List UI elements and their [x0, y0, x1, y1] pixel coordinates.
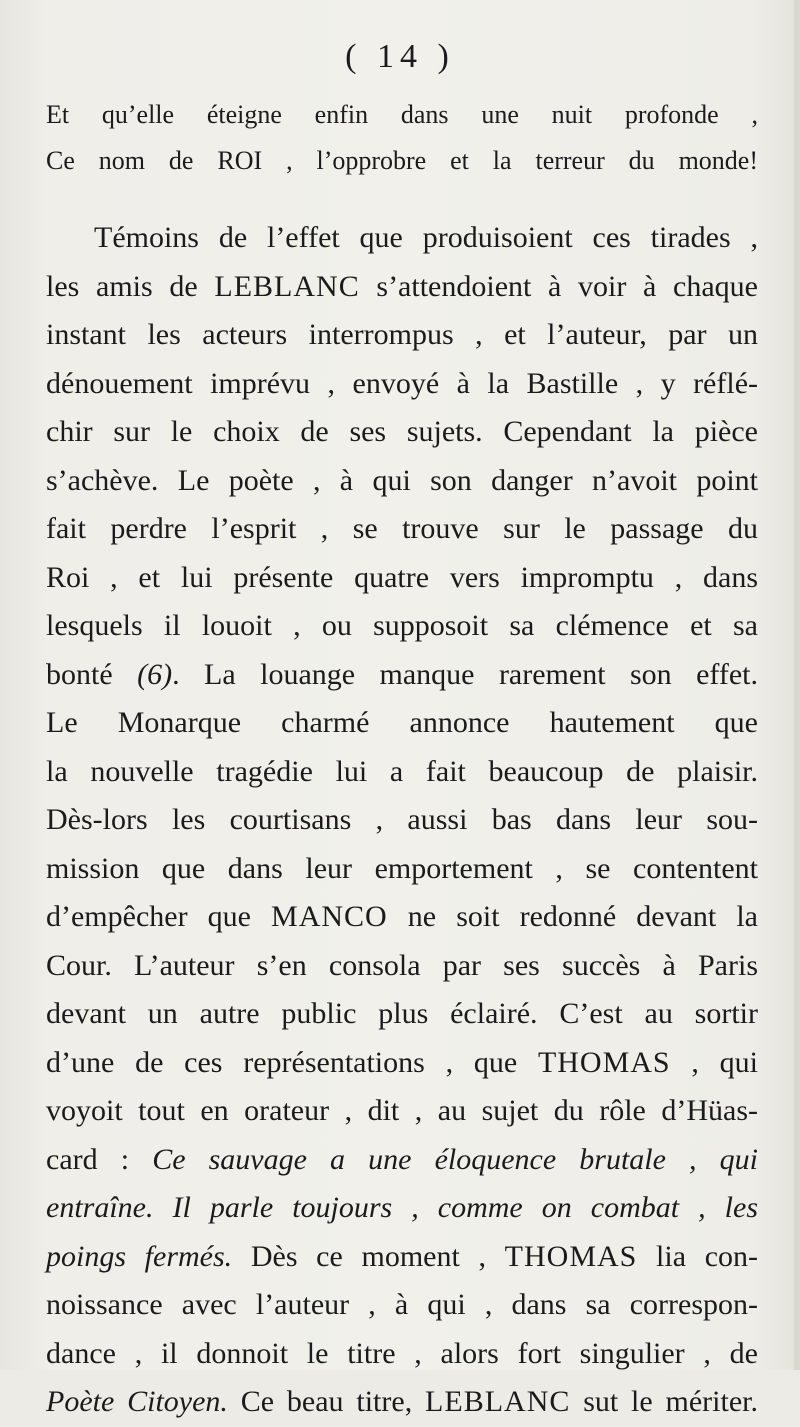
small-caps-run: LEBLANC	[425, 1385, 571, 1418]
text-line	[46, 311, 758, 360]
text-run: la nouvelle tragédie lui a fait beaucoup de plaisir.	[46, 754, 758, 788]
small-caps-run: THOMAS	[537, 1045, 671, 1079]
text-run: devant un autre public plus éclairé. C’est au sortir	[46, 997, 758, 1030]
text-line	[46, 893, 758, 942]
text-line	[46, 990, 758, 1039]
small-caps-run: THOMAS	[504, 1239, 638, 1273]
text-run: Cour. L’auteur s’en consola par ses succès à Paris	[46, 948, 758, 982]
small-caps-run: LEBLANC	[214, 269, 360, 303]
text-run: dénouement imprévu , envoyé à la Bastille , y réflé-	[46, 366, 758, 400]
text-line	[46, 748, 758, 797]
text-run: voyoit tout en orateur , dit , au sujet du rôle d’Hüas-	[46, 1094, 758, 1127]
text-run: card :	[46, 1142, 153, 1176]
text-line	[46, 360, 758, 409]
text-run: Ce beau titre,	[227, 1385, 426, 1418]
text-line	[46, 1039, 758, 1088]
small-caps-run: MANCO	[271, 900, 388, 933]
text-run: s’achève. Le poète , à qui son danger n’avoit point	[46, 463, 758, 497]
page-number: ( 14 )	[345, 38, 455, 75]
italic-run: (6)	[137, 657, 173, 691]
text-line	[46, 457, 758, 506]
text-run: . La louange manque rarement son effet.	[172, 657, 759, 691]
text-line	[46, 505, 758, 554]
text-run: fait perdre l’esprit , se trouve sur le passage du	[46, 512, 758, 545]
text-run: Dès-lors les courtisans , aussi bas dans leur sou-	[46, 803, 758, 836]
text-line	[46, 651, 758, 700]
italic-run: Ce sauvage a une éloquence brutale , qui	[152, 1142, 758, 1176]
text-run: d’une de ces représentations , que	[46, 1045, 538, 1079]
text-line	[46, 554, 758, 603]
text-run: d’empêcher que	[46, 900, 272, 933]
text-line	[46, 214, 758, 263]
text-line	[46, 1136, 758, 1185]
text-line	[46, 1087, 758, 1136]
text-run: Roi , et lui présente quatre vers impromptu , dans	[46, 560, 758, 594]
text-line	[46, 408, 758, 457]
text-run: lesquels il louoit , ou supposoit sa clémence et sa	[46, 609, 758, 642]
text-line	[46, 263, 758, 312]
text-run: les amis de	[46, 269, 215, 303]
verse-block	[46, 92, 758, 184]
italic-run: Poète Citoyen.	[46, 1385, 228, 1418]
text-run: mission que dans leur emportement , se contentent	[46, 851, 758, 885]
page-edge-shadow	[794, 0, 800, 1370]
text-line	[46, 1378, 758, 1427]
text-run: instant les acteurs interrompus , et l’auteur, par un	[46, 318, 758, 351]
text-line	[46, 1281, 758, 1330]
verse-line: Et qu’elle éteigne enfin dans une nuit profonde ,	[46, 100, 758, 129]
verse-line: Ce nom de ROI , l’opprobre et la terreur du monde!	[46, 146, 758, 175]
text-line	[46, 602, 758, 651]
text-run: Témoins de l’effet que produisoient ces tirades ,	[94, 221, 758, 254]
text-line	[46, 699, 758, 748]
text-run: lia con-	[637, 1239, 759, 1273]
text-line	[46, 796, 758, 845]
italic-run: entraîne. Il parle toujours , comme on combat , les	[46, 1191, 758, 1224]
text-run: chir sur le choix de ses sujets. Cependant la pièce	[46, 415, 758, 448]
text-run: Dès ce moment ,	[232, 1239, 505, 1273]
text-line	[46, 1184, 758, 1233]
prose-paragraph	[46, 214, 758, 1427]
text-line	[46, 845, 758, 894]
text-run: sut le mériter.	[570, 1385, 758, 1418]
text-run: , qui	[670, 1045, 758, 1079]
text-line	[46, 1233, 758, 1282]
italic-run: poings fermés.	[46, 1239, 233, 1273]
text-run: noissance avec l’auteur , à qui , dans sa correspon-	[46, 1288, 758, 1321]
text-line	[46, 942, 758, 991]
text-run: ne soit redonné devant la	[387, 900, 758, 933]
text-run: dance , il donnoit le titre , alors fort singulier , de	[46, 1336, 758, 1370]
text-line	[46, 1330, 758, 1379]
text-run: s’attendoient à voir à chaque	[359, 269, 758, 303]
page-body	[46, 92, 758, 1427]
text-run: bonté	[46, 657, 138, 691]
text-run: Le Monarque charmé annonce hautement que	[46, 706, 758, 739]
